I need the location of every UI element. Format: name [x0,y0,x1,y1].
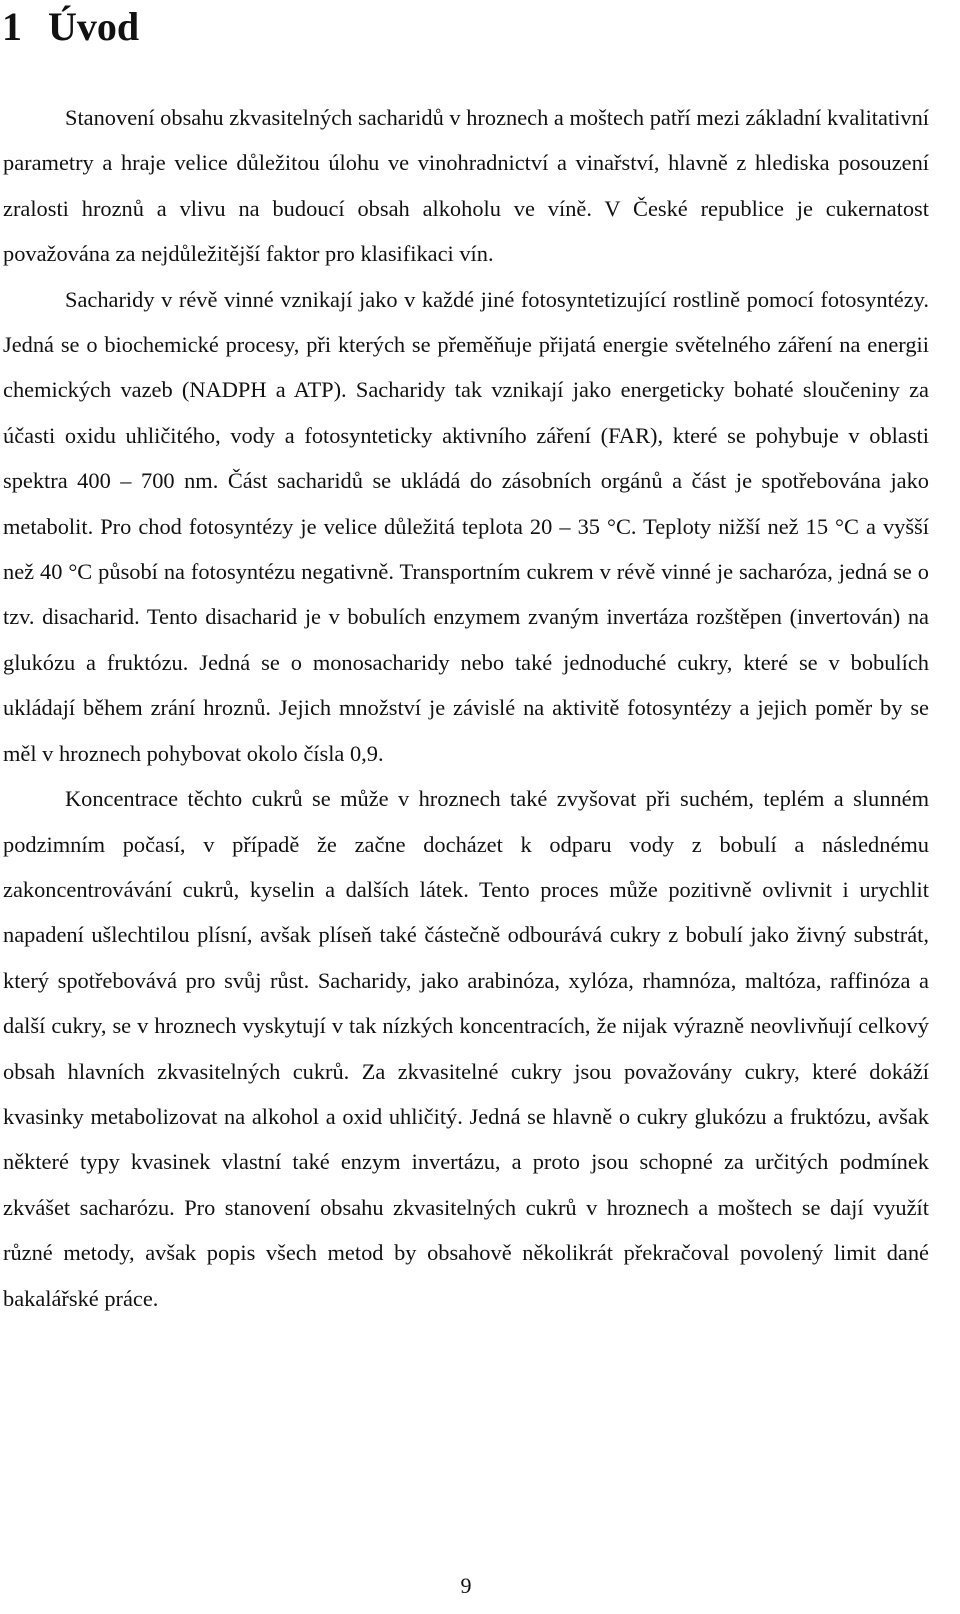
body-text [3,95,929,1321]
paragraph: Koncentrace těchto cukrů se může v hroznech také zvyšovat při suchém, teplém a slunném podzimním počasí, v případě že začne docházet k odparu vody z bobulí a následnému zakoncentrovávání cukrů, kyselin a dalších látek. Tento proces může pozitivně ovlivnit i urychlit napadení ušlechtilou plísní, avšak plíseň také částečně odbourává cukry z bobulí jako živný substrát, který spotřebovává pro svůj růst. Sacharidy, jako arabinóza, xylóza, rhamnóza, maltóza, raffinóza a další cukry, se v hroznech vyskytují v tak nízkých koncentracích, že nijak výrazně neovlivňují celkový obsah hlavních zkvasitelných cukrů. Za zkvasitelné cukry jsou považovány cukry, které dokáží kvasinky metabolizovat na alkohol a oxid uhličitý. Jedná se hlavně o cukry glukózu a fruktózu, avšak některé typy kvasinek vlastní také enzym invertázu, a proto jsou schopné za určitých podmínek zkvášet sacharózu. Pro stanovení obsahu zkvasitelných cukrů v hroznech a moštech se dají využít různé metody, avšak popis všech metod by obsahově několikrát překračoval povolený limit dané bakalářské práce. [3,786,929,1311]
section-heading [2,1,139,53]
page-number: 9 [460,1573,472,1598]
paragraph: Stanovení obsahu zkvasitelných sacharidů v hroznech a moštech patří mezi základní kvalitativní parametry a hraje velice důležitou úlohu ve vinohradnictví a vinařství, hlavně z hlediska posouzení zralosti hroznů a vlivu na budoucí obsah alkoholu ve víně. V České republice je cukernatost považována za nejdůležitější faktor pro klasifikaci vín. [3,105,929,267]
paragraph: Sacharidy v révě vinné vznikají jako v každé jiné fotosyntetizující rostlině pomocí fotosyntézy. Jedná se o biochemické procesy, při kterých se přeměňuje přijatá energie světelného záření na energii chemických vazeb (NADPH a ATP). Sacharidy tak vznikají jako energeticky bohaté sloučeniny za účasti oxidu uhličitého, vody a fotosynteticky aktivního záření (FAR), které se pohybuje v oblasti spektra 400 – 700 nm. Část sacharidů se ukládá do zásobních orgánů a část je spotřebována jako metabolit. Pro chod fotosyntézy je velice důležitá teplota 20 – 35 °C. Teploty nižší než 15 °C a vyšší než 40 °C působí na fotosyntézu negativně. Transportním cukrem v révě vinné je sacharóza, jedná se o tzv. disacharid. Tento disacharid je v bobulích enzymem zvaným invertáza rozštěpen (invertován) na glukózu a fruktózu. Jedná se o monosacharidy nebo také jednoduché cukry, které se v bobulích ukládají během zrání hroznů. Jejich množství je závislé na aktivitě fotosyntézy a jejich poměr by se měl v hroznech pohybovat okolo čísla 0,9. [3,286,929,766]
section-title: Úvod [48,4,140,49]
section-number: 1 [2,4,22,49]
